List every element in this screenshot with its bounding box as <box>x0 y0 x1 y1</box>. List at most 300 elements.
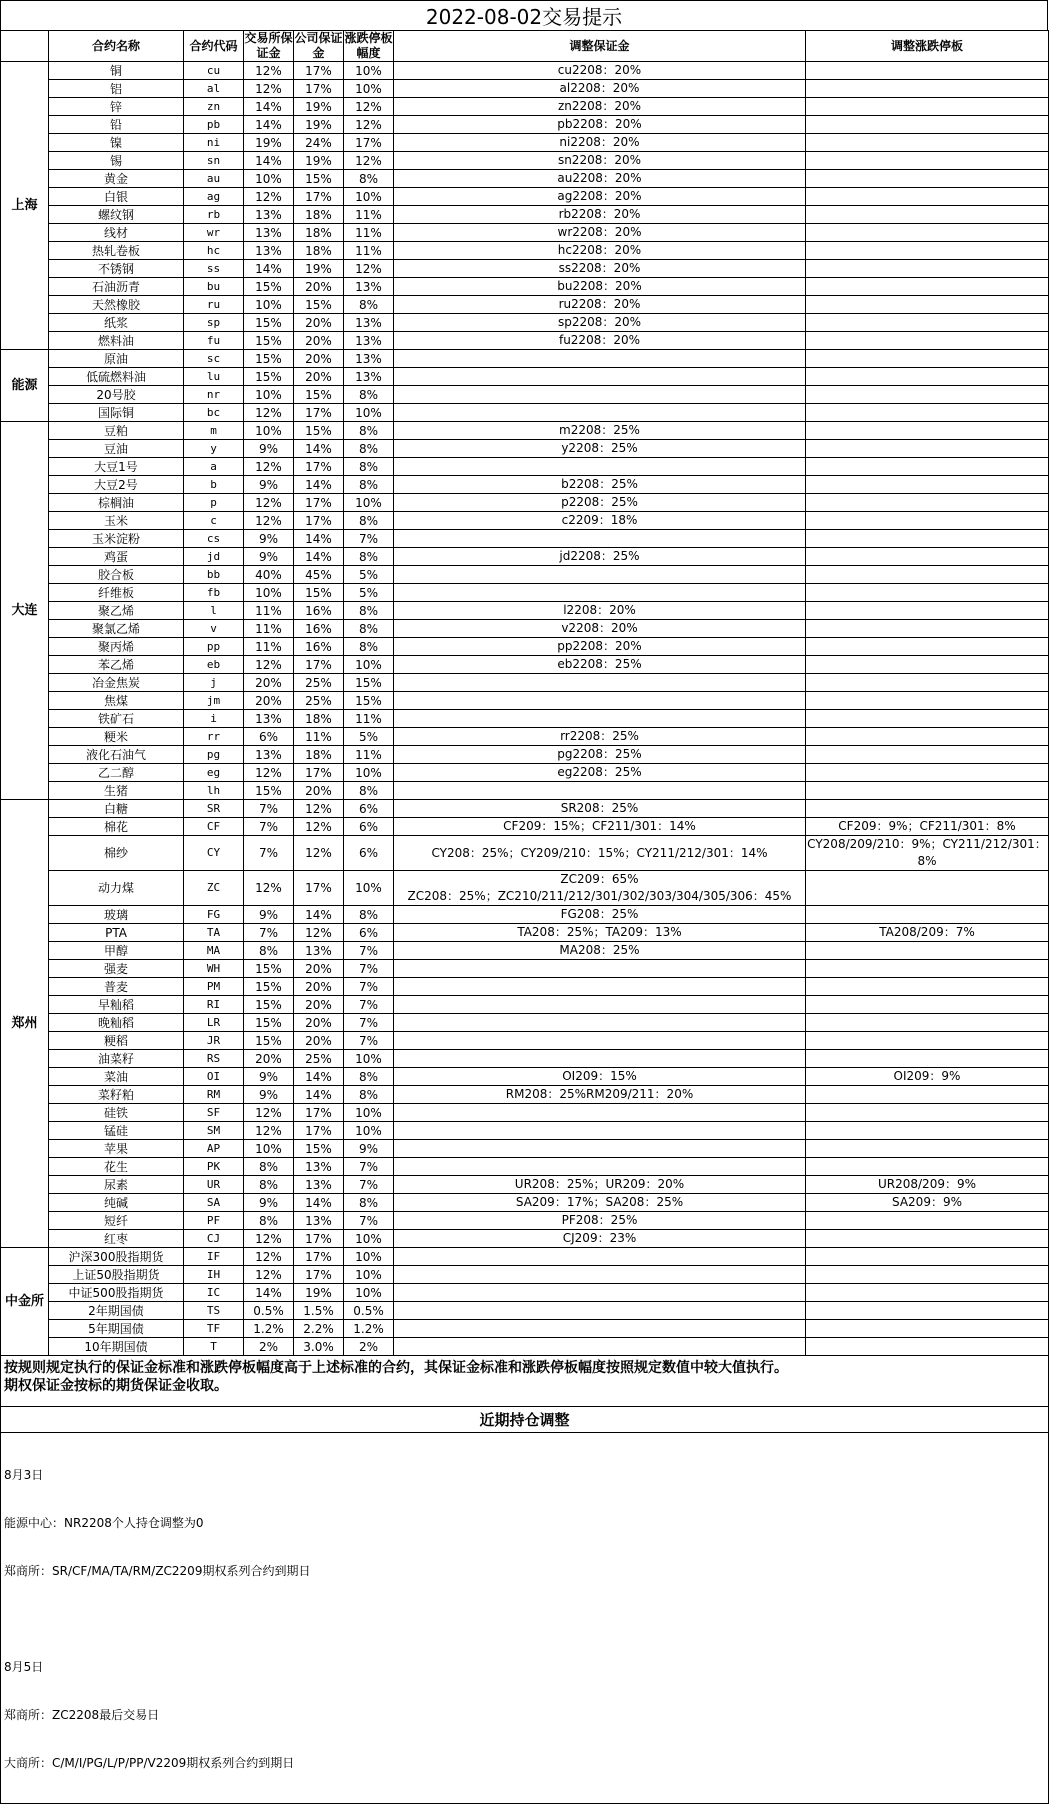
contract-name-cell: 乙二醇 <box>49 764 184 782</box>
table-row <box>1 871 1049 906</box>
contract-name-cell: 5年期国债 <box>49 1320 184 1338</box>
price-limit-cell: 8% <box>344 422 394 440</box>
adjusted-margin-cell <box>394 1284 806 1302</box>
exchange-margin-cell: 20% <box>244 1050 294 1068</box>
table-row <box>1 116 1049 134</box>
exchange-margin-cell: 15% <box>244 278 294 296</box>
price-limit-cell: 8% <box>344 458 394 476</box>
table-row <box>1 764 1049 782</box>
contract-name-cell: 聚乙烯 <box>49 602 184 620</box>
contract-name-cell: 10年期国债 <box>49 1338 184 1356</box>
price-limit-cell: 8% <box>344 620 394 638</box>
price-limit-cell: 2% <box>344 1338 394 1356</box>
exchange-margin-cell: 9% <box>244 476 294 494</box>
table-row <box>1 996 1049 1014</box>
price-limit-cell: 7% <box>344 996 394 1014</box>
price-limit-cell: 7% <box>344 1158 394 1176</box>
contract-code-cell: a <box>184 458 244 476</box>
adjusted-margin-cell: ss2208：20% <box>394 260 806 278</box>
adjusted-margin-cell <box>394 404 806 422</box>
adjusted-limit-cell <box>806 80 1049 98</box>
company-margin-cell: 17% <box>294 458 344 476</box>
exchange-margin-cell: 12% <box>244 1122 294 1140</box>
table-row <box>1 800 1049 818</box>
contract-name-cell: 白银 <box>49 188 184 206</box>
company-margin-cell: 15% <box>294 584 344 602</box>
exchange-margin-cell: 10% <box>244 386 294 404</box>
adjusted-limit-cell <box>806 224 1049 242</box>
exchange-margin-cell: 10% <box>244 296 294 314</box>
table-row <box>1 242 1049 260</box>
price-limit-cell: 12% <box>344 152 394 170</box>
contract-code-cell: CY <box>184 836 244 871</box>
adjusted-limit-cell <box>806 494 1049 512</box>
contract-code-cell: SR <box>184 800 244 818</box>
contract-code-cell: cu <box>184 62 244 80</box>
adjusted-limit-cell <box>806 1302 1049 1320</box>
contract-code-cell: WH <box>184 960 244 978</box>
table-row <box>1 368 1049 386</box>
table-row <box>1 1194 1049 1212</box>
adjusted-margin-cell: ni2208：20% <box>394 134 806 152</box>
adjusted-limit-cell <box>806 62 1049 80</box>
contract-name-cell: 天然橡胶 <box>49 296 184 314</box>
price-limit-cell: 8% <box>344 638 394 656</box>
price-limit-cell: 6% <box>344 818 394 836</box>
adjusted-limit-cell <box>806 332 1049 350</box>
exchange-margin-cell: 7% <box>244 800 294 818</box>
price-limit-cell: 10% <box>344 1248 394 1266</box>
contract-name-cell: 焦煤 <box>49 692 184 710</box>
exchange-margin-cell: 9% <box>244 1086 294 1104</box>
adjusted-limit-cell <box>806 206 1049 224</box>
header-exchange <box>1 31 49 62</box>
adjusted-limit-cell <box>806 942 1049 960</box>
contract-name-cell: 白糖 <box>49 800 184 818</box>
contract-name-cell: 菜籽粕 <box>49 1086 184 1104</box>
table-row <box>1 906 1049 924</box>
contract-name-cell: 20号胶 <box>49 386 184 404</box>
adjusted-limit-cell: SA209：9% <box>806 1194 1049 1212</box>
adjusted-margin-cell <box>394 584 806 602</box>
contract-code-cell: JR <box>184 1032 244 1050</box>
adjusted-limit-cell <box>806 710 1049 728</box>
price-limit-cell: 8% <box>344 170 394 188</box>
adjusted-margin-cell: UR208：25%；UR209：20% <box>394 1176 806 1194</box>
adjusted-margin-cell <box>394 1158 806 1176</box>
contract-name-cell: 锌 <box>49 98 184 116</box>
adjusted-margin-cell <box>394 674 806 692</box>
adjusted-margin-cell: RM208：25%RM209/211：20% <box>394 1086 806 1104</box>
exchange-margin-cell: 8% <box>244 1158 294 1176</box>
exchange-margin-cell: 11% <box>244 638 294 656</box>
exchange-margin-cell: 15% <box>244 978 294 996</box>
table-row <box>1 440 1049 458</box>
price-limit-cell: 6% <box>344 836 394 871</box>
contract-code-cell: l <box>184 602 244 620</box>
adjusted-limit-cell <box>806 368 1049 386</box>
contract-name-cell: 石油沥青 <box>49 278 184 296</box>
adjusted-margin-cell <box>394 692 806 710</box>
adjusted-margin-cell <box>394 350 806 368</box>
adjusted-margin-cell <box>394 960 806 978</box>
contract-name-cell: PTA <box>49 924 184 942</box>
header-exchange-margin: 交易所保证金 <box>244 31 293 60</box>
company-margin-cell: 16% <box>294 602 344 620</box>
table-row <box>1 942 1049 960</box>
company-margin-cell: 20% <box>294 278 344 296</box>
price-limit-cell: 13% <box>344 368 394 386</box>
company-margin-cell: 3.0% <box>294 1338 344 1356</box>
company-margin-cell: 17% <box>294 656 344 674</box>
header-adjusted-limit: 调整涨跌停板 <box>806 31 1049 62</box>
exchange-margin-cell: 9% <box>244 440 294 458</box>
adjusted-limit-cell <box>806 278 1049 296</box>
exchange-margin-cell: 15% <box>244 960 294 978</box>
exchange-margin-cell: 12% <box>244 62 294 80</box>
exchange-margin-cell: 13% <box>244 710 294 728</box>
contract-code-cell: MA <box>184 942 244 960</box>
contract-code-cell: jd <box>184 548 244 566</box>
contract-code-cell: PK <box>184 1158 244 1176</box>
contract-name-cell: 液化石油气 <box>49 746 184 764</box>
adjusted-margin-cell: eb2208：25% <box>394 656 806 674</box>
contract-name-cell: 不锈钢 <box>49 260 184 278</box>
contract-name-cell: 国际铜 <box>49 404 184 422</box>
table-row <box>1 1158 1049 1176</box>
position-line <box>4 1611 1045 1627</box>
adjusted-limit-cell <box>806 134 1049 152</box>
exchange-margin-cell: 12% <box>244 494 294 512</box>
price-limit-cell: 10% <box>344 188 394 206</box>
adjusted-margin-cell: sp2208：20% <box>394 314 806 332</box>
company-margin-cell: 14% <box>294 530 344 548</box>
note-line: 按规则规定执行的保证金标准和涨跌停板幅度高于上述标准的合约，其保证金标准和涨跌停板幅度按照规定数值中较大值执行。 <box>4 1360 788 1376</box>
company-margin-cell: 20% <box>294 332 344 350</box>
contract-code-cell: ag <box>184 188 244 206</box>
company-margin-cell: 12% <box>294 818 344 836</box>
price-limit-cell: 12% <box>344 260 394 278</box>
exchange-margin-cell: 10% <box>244 170 294 188</box>
position-line: 8月5日 <box>4 1660 44 1674</box>
adjusted-limit-cell: CY208/209/210：9%；CY211/212/301：8% <box>806 836 1049 871</box>
contract-code-cell: ni <box>184 134 244 152</box>
contract-code-cell: au <box>184 170 244 188</box>
exchange-margin-cell: 12% <box>244 656 294 674</box>
contract-code-cell: eb <box>184 656 244 674</box>
contract-name-cell: 纯碱 <box>49 1194 184 1212</box>
adjusted-limit-cell <box>806 764 1049 782</box>
company-margin-cell: 19% <box>294 1284 344 1302</box>
adjusted-margin-cell: m2208：25% <box>394 422 806 440</box>
contract-code-cell: cs <box>184 530 244 548</box>
adjusted-limit-cell <box>806 1104 1049 1122</box>
contract-code-cell: RM <box>184 1086 244 1104</box>
exchange-margin-cell: 15% <box>244 1014 294 1032</box>
company-margin-cell: 25% <box>294 674 344 692</box>
note-line: 期权保证金按标的期货保证金收取。 <box>4 1378 228 1394</box>
table-footer <box>1 1356 1049 1804</box>
adjusted-margin-cell: rb2208：20% <box>394 206 806 224</box>
price-limit-cell: 10% <box>344 1284 394 1302</box>
adjusted-margin-cell: PF208：25% <box>394 1212 806 1230</box>
exchange-cell: 大连 <box>1 422 49 800</box>
company-margin-cell: 11% <box>294 728 344 746</box>
price-limit-cell: 10% <box>344 404 394 422</box>
price-limit-cell: 8% <box>344 440 394 458</box>
exchange-margin-cell: 14% <box>244 1284 294 1302</box>
contract-code-cell: rb <box>184 206 244 224</box>
exchange-margin-cell: 12% <box>244 1266 294 1284</box>
table-row <box>1 746 1049 764</box>
company-margin-cell: 15% <box>294 1140 344 1158</box>
position-line: 大商所：C/M/I/PG/L/P/PP/V2209期权系列合约到期日 <box>4 1756 295 1770</box>
adjusted-limit-cell <box>806 440 1049 458</box>
table-row <box>1 278 1049 296</box>
table-row <box>1 1176 1049 1194</box>
contract-name-cell: 锡 <box>49 152 184 170</box>
adjusted-limit-cell <box>806 746 1049 764</box>
company-margin-cell: 20% <box>294 1032 344 1050</box>
exchange-margin-cell: 20% <box>244 692 294 710</box>
table-row <box>1 656 1049 674</box>
contract-name-cell: 粳米 <box>49 728 184 746</box>
adjusted-margin-cell: pp2208：20% <box>394 638 806 656</box>
contract-name-cell: 胶合板 <box>49 566 184 584</box>
company-margin-cell: 20% <box>294 350 344 368</box>
contract-code-cell: i <box>184 710 244 728</box>
adjusted-limit-cell <box>806 296 1049 314</box>
exchange-margin-cell: 19% <box>244 134 294 152</box>
price-limit-cell: 13% <box>344 332 394 350</box>
company-margin-cell: 17% <box>294 1266 344 1284</box>
adjusted-margin-cell: ru2208：20% <box>394 296 806 314</box>
adjusted-margin-cell: v2208：20% <box>394 620 806 638</box>
adjusted-margin-cell: c2209：18% <box>394 512 806 530</box>
adjusted-margin-cell <box>394 1104 806 1122</box>
adjusted-margin-cell: pb2208：20% <box>394 116 806 134</box>
table-row <box>1 1302 1049 1320</box>
contract-name-cell: 花生 <box>49 1158 184 1176</box>
contract-code-cell: fb <box>184 584 244 602</box>
price-limit-cell: 10% <box>344 1266 394 1284</box>
contract-code-cell: nr <box>184 386 244 404</box>
contract-code-cell: al <box>184 80 244 98</box>
table-row <box>1 296 1049 314</box>
price-limit-cell: 8% <box>344 476 394 494</box>
company-margin-cell: 17% <box>294 80 344 98</box>
exchange-margin-cell: 12% <box>244 458 294 476</box>
table-row <box>1 1230 1049 1248</box>
margin-table <box>0 30 1049 1804</box>
contract-code-cell: AP <box>184 1140 244 1158</box>
exchange-margin-cell: 20% <box>244 674 294 692</box>
company-margin-cell: 2.2% <box>294 1320 344 1338</box>
adjusted-margin-cell: al2208：20% <box>394 80 806 98</box>
exchange-margin-cell: 40% <box>244 566 294 584</box>
table-row <box>1 134 1049 152</box>
price-limit-cell: 7% <box>344 960 394 978</box>
contract-name-cell: 大豆1号 <box>49 458 184 476</box>
adjusted-limit-cell <box>806 1212 1049 1230</box>
price-limit-cell: 10% <box>344 871 394 906</box>
contract-code-cell: eg <box>184 764 244 782</box>
price-limit-cell: 7% <box>344 1032 394 1050</box>
table-row <box>1 1014 1049 1032</box>
contract-code-cell: pb <box>184 116 244 134</box>
table-row <box>1 80 1049 98</box>
header-contract-code: 合约代码 <box>184 31 244 62</box>
contract-code-cell: SF <box>184 1104 244 1122</box>
company-margin-cell: 19% <box>294 260 344 278</box>
price-limit-cell: 15% <box>344 692 394 710</box>
price-limit-cell: 5% <box>344 584 394 602</box>
adjusted-limit-cell <box>806 1284 1049 1302</box>
contract-name-cell: 2年期国债 <box>49 1302 184 1320</box>
exchange-cell: 上海 <box>1 62 49 350</box>
adjusted-margin-cell <box>394 566 806 584</box>
contract-code-cell: ss <box>184 260 244 278</box>
company-margin-cell: 20% <box>294 368 344 386</box>
table-row <box>1 530 1049 548</box>
adjusted-margin-cell <box>394 1320 806 1338</box>
contract-name-cell: 晚籼稻 <box>49 1014 184 1032</box>
contract-code-cell: j <box>184 674 244 692</box>
price-limit-cell: 10% <box>344 764 394 782</box>
price-limit-cell: 8% <box>344 1194 394 1212</box>
contract-code-cell: wr <box>184 224 244 242</box>
adjusted-limit-cell <box>806 188 1049 206</box>
table-row <box>1 728 1049 746</box>
adjusted-margin-cell <box>394 368 806 386</box>
table-row <box>1 494 1049 512</box>
exchange-margin-cell: 12% <box>244 404 294 422</box>
contract-name-cell: 玉米 <box>49 512 184 530</box>
adjusted-margin-cell <box>394 1014 806 1032</box>
adjusted-limit-cell <box>806 674 1049 692</box>
company-margin-cell: 17% <box>294 1230 344 1248</box>
adjusted-margin-cell <box>394 530 806 548</box>
company-margin-cell: 14% <box>294 1194 344 1212</box>
contract-name-cell: 豆粕 <box>49 422 184 440</box>
contract-code-cell: pg <box>184 746 244 764</box>
contract-name-cell: 生猪 <box>49 782 184 800</box>
exchange-margin-cell: 12% <box>244 1230 294 1248</box>
exchange-margin-cell: 1.2% <box>244 1320 294 1338</box>
adjusted-margin-cell: pg2208：25% <box>394 746 806 764</box>
company-margin-cell: 24% <box>294 134 344 152</box>
adjusted-limit-cell <box>806 620 1049 638</box>
company-margin-cell: 17% <box>294 404 344 422</box>
company-margin-cell: 18% <box>294 710 344 728</box>
company-margin-cell: 19% <box>294 98 344 116</box>
exchange-margin-cell: 14% <box>244 152 294 170</box>
contract-name-cell: 棉纱 <box>49 836 184 871</box>
adjusted-margin-cell <box>394 1266 806 1284</box>
position-section-title: 近期持仓调整 <box>1 1407 1049 1433</box>
adjusted-margin-cell: bu2208：20% <box>394 278 806 296</box>
table-row <box>1 152 1049 170</box>
contract-name-cell: 镍 <box>49 134 184 152</box>
adjusted-limit-cell <box>806 512 1049 530</box>
adjusted-limit-cell <box>806 260 1049 278</box>
contract-code-cell: rr <box>184 728 244 746</box>
adjusted-margin-cell: zn2208：20% <box>394 98 806 116</box>
table-row <box>1 638 1049 656</box>
table-row <box>1 960 1049 978</box>
contract-name-cell: 聚丙烯 <box>49 638 184 656</box>
exchange-cell: 郑州 <box>1 800 49 1248</box>
contract-name-cell: 纸浆 <box>49 314 184 332</box>
contract-code-cell: lh <box>184 782 244 800</box>
price-limit-cell: 12% <box>344 98 394 116</box>
price-limit-cell: 8% <box>344 906 394 924</box>
adjusted-limit-cell <box>806 1248 1049 1266</box>
contract-name-cell: 早籼稻 <box>49 996 184 1014</box>
exchange-margin-cell: 10% <box>244 584 294 602</box>
contract-code-cell: RS <box>184 1050 244 1068</box>
adjusted-limit-cell <box>806 1140 1049 1158</box>
contract-code-cell: ru <box>184 296 244 314</box>
price-limit-cell: 11% <box>344 224 394 242</box>
adjusted-margin-cell <box>394 458 806 476</box>
contract-code-cell: RI <box>184 996 244 1014</box>
contract-code-cell: lu <box>184 368 244 386</box>
exchange-margin-cell: 12% <box>244 1104 294 1122</box>
contract-code-cell: sc <box>184 350 244 368</box>
adjusted-margin-cell <box>394 1338 806 1356</box>
company-margin-cell: 17% <box>294 871 344 906</box>
price-limit-cell: 12% <box>344 116 394 134</box>
company-margin-cell: 17% <box>294 62 344 80</box>
exchange-margin-cell: 15% <box>244 368 294 386</box>
adjusted-limit-cell <box>806 584 1049 602</box>
price-limit-cell: 9% <box>344 1140 394 1158</box>
company-margin-cell: 14% <box>294 1068 344 1086</box>
exchange-margin-cell: 15% <box>244 350 294 368</box>
contract-code-cell: FG <box>184 906 244 924</box>
adjusted-limit-cell: OI209：9% <box>806 1068 1049 1086</box>
price-limit-cell: 13% <box>344 278 394 296</box>
adjusted-margin-cell: au2208：20% <box>394 170 806 188</box>
contract-code-cell: hc <box>184 242 244 260</box>
contract-code-cell: bb <box>184 566 244 584</box>
adjusted-limit-cell: UR208/209：9% <box>806 1176 1049 1194</box>
price-limit-cell: 10% <box>344 1230 394 1248</box>
table-row <box>1 620 1049 638</box>
adjusted-limit-cell <box>806 386 1049 404</box>
table-row <box>1 692 1049 710</box>
company-margin-cell: 15% <box>294 386 344 404</box>
contract-name-cell: 锰硅 <box>49 1122 184 1140</box>
price-limit-cell: 8% <box>344 548 394 566</box>
table-row <box>1 98 1049 116</box>
price-limit-cell: 15% <box>344 674 394 692</box>
exchange-margin-cell: 9% <box>244 530 294 548</box>
contract-name-cell: 铅 <box>49 116 184 134</box>
adjusted-margin-cell: CY208：25%；CY209/210：15%；CY211/212/301：14% <box>394 836 806 871</box>
adjusted-limit-cell <box>806 350 1049 368</box>
price-limit-cell: 6% <box>344 924 394 942</box>
contract-name-cell: 玻璃 <box>49 906 184 924</box>
contract-code-cell: p <box>184 494 244 512</box>
exchange-margin-cell: 11% <box>244 602 294 620</box>
adjusted-limit-cell <box>806 170 1049 188</box>
contract-code-cell: zn <box>184 98 244 116</box>
price-limit-cell: 7% <box>344 942 394 960</box>
table-row <box>1 584 1049 602</box>
adjusted-margin-cell <box>394 1248 806 1266</box>
